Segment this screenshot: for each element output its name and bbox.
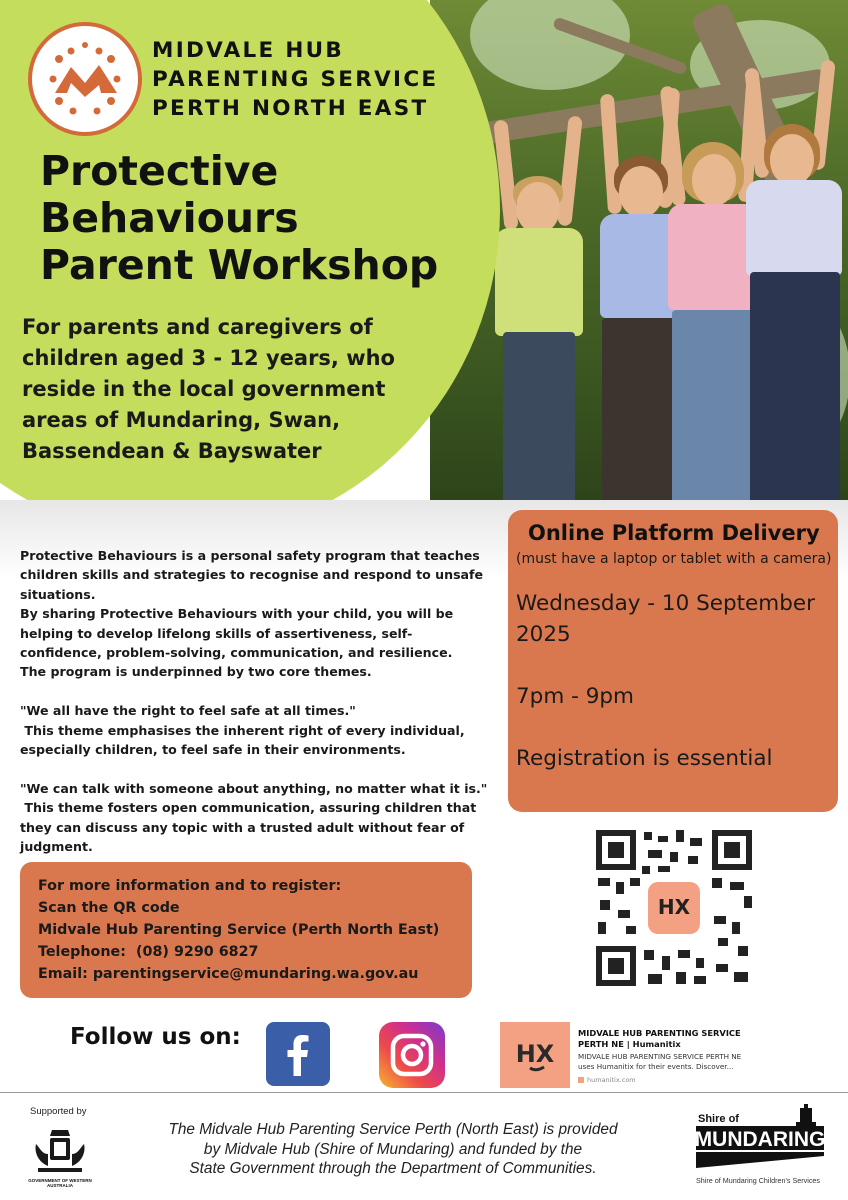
contact-phone-row	[38, 941, 472, 963]
phone-number[interactable]: (08) 9290 6827	[136, 944, 259, 960]
instagram-icon[interactable]	[379, 1022, 445, 1088]
title-line-2: Behaviours	[40, 194, 299, 242]
humanitix-title-line-1: MIDVALE HUB PARENTING SERVICE	[578, 1028, 741, 1038]
theme-2-quote: "We can talk with someone about anything, no matter what it is."	[20, 780, 488, 796]
humanitix-card-url	[578, 1076, 636, 1084]
humanitix-card-title	[578, 1028, 741, 1050]
theme-1-quote: "We all have the right to feel safe at all times."	[20, 703, 356, 719]
program-description	[20, 546, 490, 856]
email-label: Email:	[38, 966, 88, 982]
follow-us-label: Follow us on:	[70, 1024, 241, 1050]
title-line-3: Parent Workshop	[40, 241, 439, 289]
description-intro: Protective Behaviours is a personal safety program that teaches children skills and strategies to recognise and respond to unsafe situations.	[20, 548, 484, 602]
humanitix-desc-line-1: MIDVALE HUB PARENTING SERVICE PERTH NE	[578, 1052, 742, 1061]
workshop-time: 7pm - 9pm	[516, 684, 634, 709]
org-name-line-3: PERTH NORTH EAST	[152, 96, 429, 121]
midvale-hub-logo	[28, 22, 142, 136]
humanitix-card-description	[578, 1052, 741, 1072]
facebook-icon[interactable]	[266, 1022, 330, 1086]
contact-email-row	[38, 963, 472, 985]
organisation-name	[152, 36, 482, 123]
delivery-title: Online Platform Delivery	[528, 521, 820, 545]
shire-name-text: MUNDARING	[696, 1128, 826, 1151]
humanitix-desc-line-2: uses Humanitix for their events. Discover...	[578, 1062, 734, 1071]
theme-2-text: This theme fosters open communication, assuring children that they can discuss any topic with a trusted adult without fear of judgment.	[20, 800, 481, 855]
description-themes-intro: The program is underpinned by two core themes.	[20, 664, 372, 680]
footer-divider	[0, 1092, 848, 1093]
workshop-title	[40, 148, 480, 289]
shire-small-text: Shire of	[698, 1113, 739, 1125]
humanitix-favicon-icon	[578, 1077, 584, 1083]
funding-statement	[150, 1120, 636, 1179]
org-name-line-2: PARENTING SERVICE	[152, 67, 439, 92]
title-line-1: Protective	[40, 147, 279, 195]
target-audience: For parents and caregivers of children aged 3 - 12 years, who reside in the local government areas of Mundaring, Swan, Bassendean & Bayswater	[22, 315, 395, 463]
workshop-date: Wednesday - 10 September 2025	[516, 591, 815, 647]
phone-label: Telephone:	[38, 944, 126, 960]
wa-government-crest-icon	[28, 1124, 92, 1186]
delivery-note: (must have a laptop or tablet with a camera)	[516, 551, 832, 567]
funding-line-3: State Government through the Department of Communities.	[189, 1160, 597, 1177]
org-name-line-1: MIDVALE HUB	[152, 38, 345, 63]
contact-qr-instruction: Scan the QR code	[38, 900, 180, 916]
funding-line-2: by Midvale Hub (Shire of Mundaring) and funded by the	[203, 1140, 583, 1158]
description-sharing: By sharing Protective Behaviours with your child, you will be helping to develop lifelong skills of assertiveness, self-confidence, problem-solving, communication, and resilience.	[20, 606, 454, 661]
funding-line-1: The Midvale Hub Parenting Service Perth (North East) is provided	[168, 1121, 618, 1138]
svg-text:HX: HX	[657, 895, 691, 919]
theme-1-text: This theme emphasises the inherent right of every individual, especially children, to feel safe in their environments.	[20, 722, 470, 758]
contact-service-name: Midvale Hub Parenting Service (Perth North East)	[38, 922, 440, 938]
svg-text:HX: HX	[515, 1040, 555, 1068]
supported-by-label: Supported by	[30, 1106, 87, 1117]
registration-note: Registration is essential	[516, 746, 773, 771]
wa-government-label: GOVERNMENT OF WESTERN AUSTRALIA	[28, 1178, 92, 1188]
delivery-info-box	[508, 510, 838, 812]
humanitix-link-card[interactable]	[500, 1022, 740, 1088]
humanitix-title-line-2: PERTH NE | Humanitix	[578, 1039, 681, 1049]
shire-of-mundaring-logo	[696, 1104, 826, 1174]
email-address[interactable]: parentingservice@mundaring.wa.gov.au	[92, 966, 419, 982]
humanitix-url-text: humanitix.com	[587, 1076, 636, 1084]
shire-children-services-label: Shire of Mundaring Children's Services	[696, 1176, 821, 1185]
humanitix-icon	[500, 1022, 570, 1088]
contact-info-box	[20, 862, 472, 998]
registration-qr-code[interactable]	[592, 826, 756, 990]
contact-heading: For more information and to register:	[38, 878, 342, 894]
